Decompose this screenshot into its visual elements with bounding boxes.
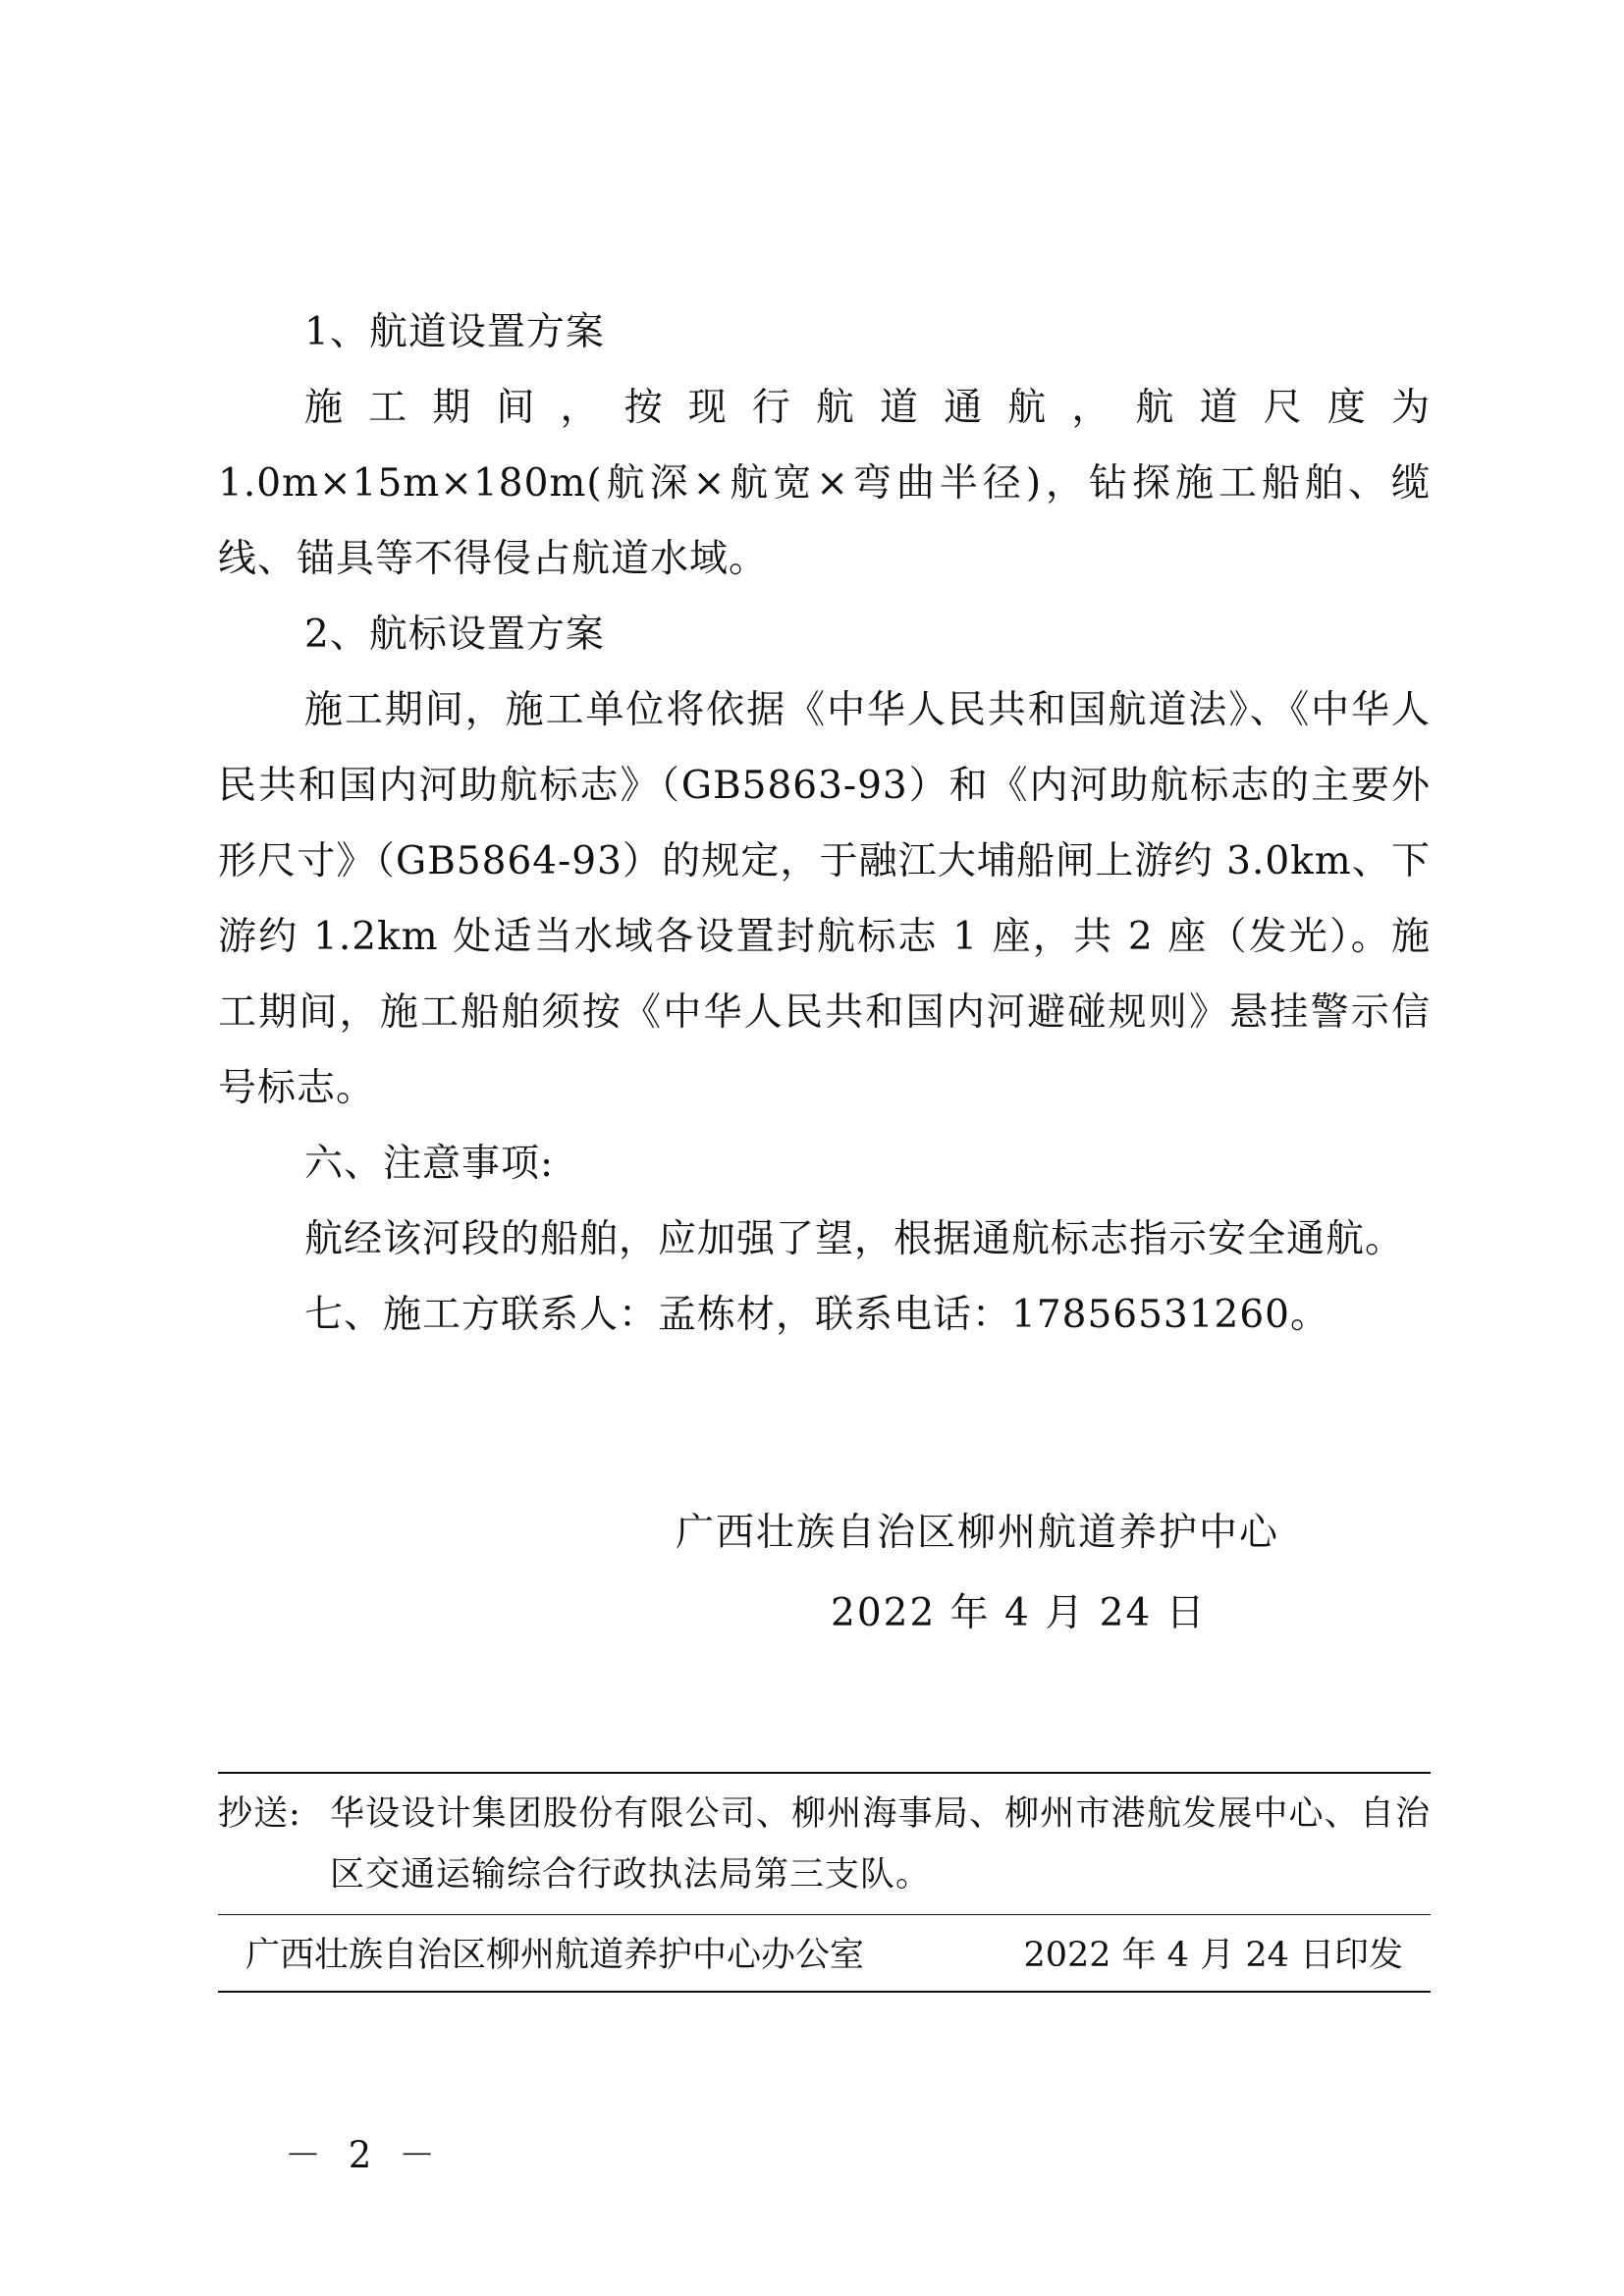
page-number: － 2 －	[285, 2134, 444, 2176]
copy-to-recipients: 华设设计集团股份有限公司、柳州海事局、柳州市港航发展中心、自治区交通运输综合行政执法局第三支队。	[330, 1794, 1431, 1895]
copy-to-label: 抄送:	[218, 1794, 301, 1834]
document-body	[218, 294, 1431, 1353]
copy-to-block	[218, 1784, 1431, 1905]
section-heading-navigation-marks: 2、航标设置方案	[304, 613, 605, 657]
print-office: 广西壮族自治区柳州航道养护中心办公室	[245, 1936, 865, 1975]
paragraph-contact: 七、施工方联系人：孟栋材，联系电话：17856531260。	[304, 1293, 1329, 1337]
section-heading-notes: 六、注意事项:	[304, 1142, 555, 1186]
signature-date: 2022 年 4 月 24 日	[831, 1591, 1207, 1635]
paragraph-navigation-marks: 施工期间，施工单位将依据《中华人民共和国航道法》、《中华人民共和国内河助航标志》（GB5863-93）和《内河助航标志的主要外形尺寸》（GB5864-93）的规定，于融江大埔船闸上游约 3.0km、下游约 1.2km 处适当水域各设置封航标志 1 座，共 2 座（发光）。施工期间，施工船舶须按《中华人民共和国内河避碰规则》悬挂警示信号标志。	[218, 688, 1431, 1110]
print-info	[218, 1926, 1431, 1985]
divider-middle	[218, 1914, 1431, 1915]
print-date: 2022 年 4 月 24 日印发	[1023, 1936, 1403, 1975]
divider-top	[218, 1772, 1431, 1774]
paragraph-notes: 航经该河段的船舶，应加强了望，根据通航标志指示安全通航。	[304, 1217, 1405, 1261]
paragraph-channel-scheme: 施工期间，按现行航道通航，航道尺度为 1.0m×15m×180m(航深×航宽×弯曲半径)，钻探施工船舶、缆线、锚具等不得侵占航道水域。	[218, 386, 1431, 581]
section-heading-channel: 1、航道设置方案	[304, 310, 605, 354]
signature-organization: 广西壮族自治区柳州航道养护中心	[676, 1511, 1280, 1555]
divider-bottom	[218, 1991, 1431, 1993]
